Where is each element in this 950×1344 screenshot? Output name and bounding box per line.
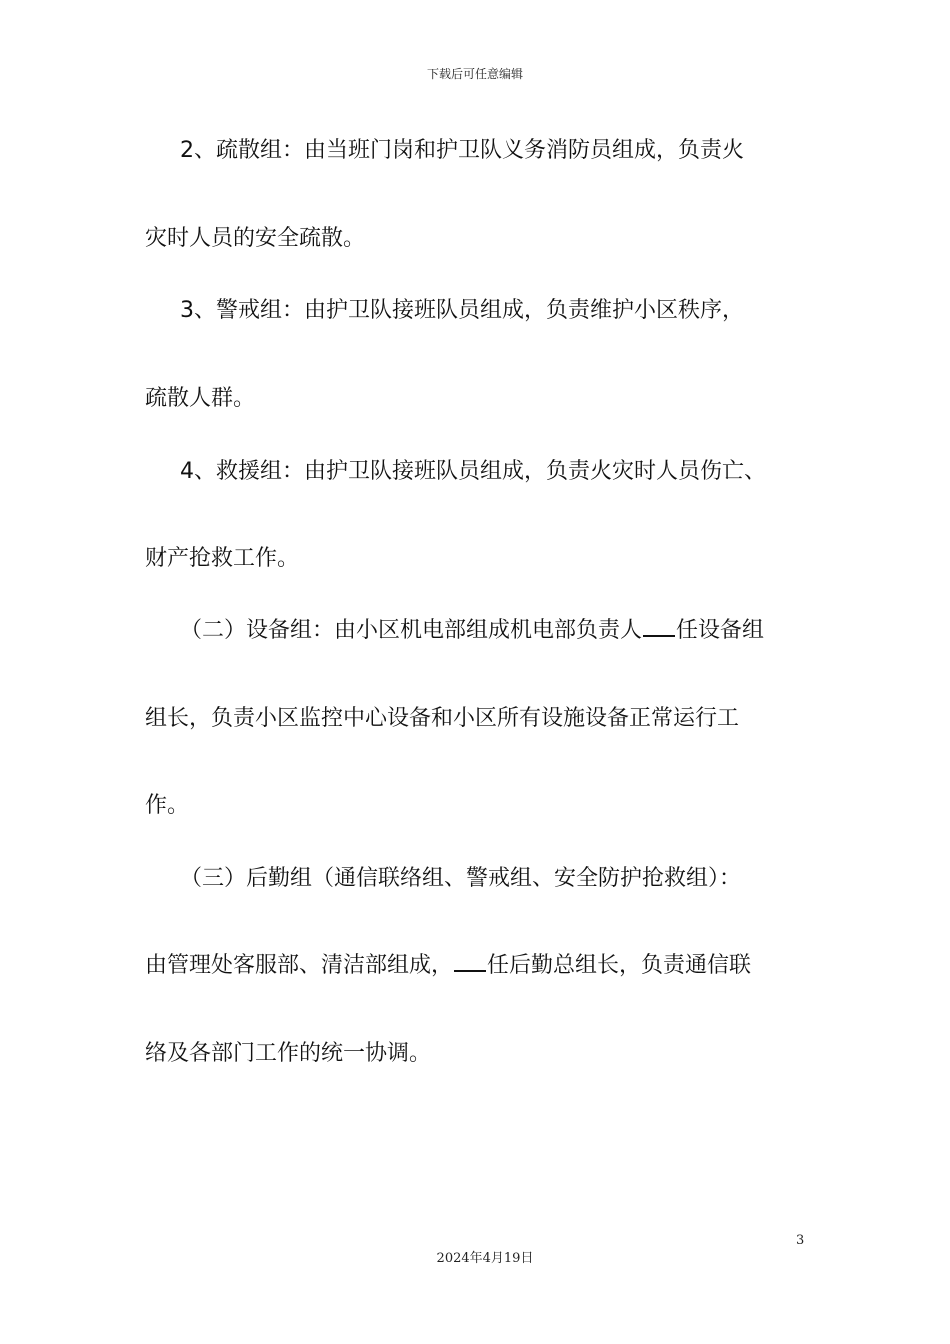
- fill-in-blank: [454, 952, 486, 972]
- page-header: 下载后可任意编辑: [426, 67, 523, 81]
- fill-in-blank: [643, 617, 675, 637]
- paragraph-line: 3、警戒组：由护卫队接班队员组成，负责维护小区秩序，: [180, 298, 744, 323]
- paragraph-line: 财产抢救工作。: [145, 546, 300, 571]
- paragraph-line: 疏散人群。: [145, 386, 256, 411]
- text-segment: 由管理处客服部、清洁部组成，: [145, 953, 454, 978]
- footer-date: 2024年4月19日: [436, 1251, 534, 1266]
- paragraph-line: 2、疏散组：由当班门岗和护卫队义务消防员组成，负责火: [180, 138, 744, 163]
- paragraph-line: 灾时人员的安全疏散。: [145, 226, 366, 251]
- text-segment: 任设备组: [676, 618, 765, 643]
- text-segment: 任后勤总组长，负责通信联: [487, 953, 752, 978]
- paragraph-line: 4、救援组：由护卫队接班队员组成，负责火灾时人员伤亡、: [180, 459, 766, 484]
- paragraph-line: [180, 616, 764, 646]
- text-segment: （二）设备组：由小区机电部组成机电部负责人: [180, 618, 643, 643]
- paragraph-line: [145, 951, 751, 981]
- paragraph-line: 组长，负责小区监控中心设备和小区所有设施设备正常运行工: [145, 706, 740, 731]
- paragraph-line: 络及各部门工作的统一协调。: [145, 1041, 432, 1066]
- page-number: 3: [796, 1233, 805, 1248]
- paragraph-line: 作。: [145, 793, 190, 818]
- paragraph-line: （三）后勤组（通信联络组、警戒组、安全防护抢救组）：: [180, 866, 742, 891]
